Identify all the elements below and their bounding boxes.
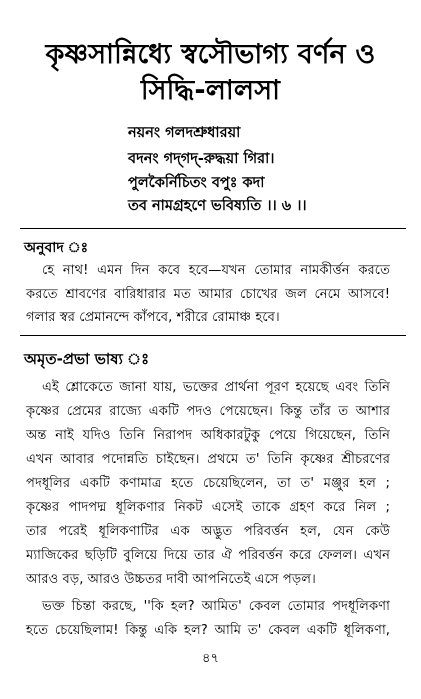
translation-line: হে নাথ! এমন দিন কবে হবে—যখন তোমার নামকীর্ত্তন করতে <box>42 263 390 278</box>
commentary-line: এখন আবার পদোন্নতি চাইছেন। প্রথমে ত' তিনি কৃষ্ণের শ্রীচরণের <box>26 452 390 467</box>
commentary-line: ভক্ত চিন্তা করছে, ''কি হল? আমিত' কেবল তোমার পদধূলিকণা <box>42 599 390 614</box>
verse-line: পুলকৈর্নিচিতং বপুঃ কদা <box>128 175 265 191</box>
section-divider <box>20 335 406 336</box>
commentary-line: অন্ত নাই যদিও তিনি নিরাপদ অধিকারটুকু পেয়ে গিয়েছেন, তিনি <box>26 428 390 443</box>
verse-line: তব নামগ্রহণে ভবিষ্যতি ।। ৬ ।। <box>128 198 307 214</box>
commentary-line: কৃষ্ণের পাদপদ্ম ধূলিকণার নিকট এসেই তাকে গ্রহণ করে নিল ; <box>26 500 390 515</box>
verse-line: বদনং গদ্‌গদ্‌-রুদ্ধয়া গিরা। <box>128 151 275 167</box>
commentary-line: এই শ্লোকেতে জানা যায়, ভক্তের প্রার্থনা পূরণ হয়েছে এবং তিনি <box>42 380 390 395</box>
commentary-line: আরও বড়, আরও উচ্চতর দাবী আপনিতেই এসে পড়ল। <box>26 572 316 587</box>
page-number: ৪৭ <box>202 651 219 666</box>
chapter-title-line-1: কৃষ্ণসান্নিধ্যে স্বসৌভাগ্য বর্ণন ও <box>45 39 376 70</box>
commentary-line: ম্যাজিকের ছড়িটি বুলিয়ে দিয়ে তার ঐ পরিবর্ত্তন করে ফেলল। এখন <box>26 548 390 563</box>
translation-line: গলার স্বর প্রেমানন্দে কাঁপবে, শরীরে রোমাঞ্চ হবে। <box>26 310 280 325</box>
commentary-line: কৃষ্ণের প্রেমের রাজ্যে একটি পদও পেয়েছেন। কিন্তু তাঁর ত আশার <box>26 404 390 419</box>
commentary-line: হতে চেয়েছিলাম! কিন্তু একি হল? আমি ত' কেবল একটি ধূলিকণা, <box>26 623 390 638</box>
verse-line: নয়নং গলদশ্রুধারয়া <box>128 125 241 141</box>
commentary-heading: অমৃত-প্রভা ভাষ্য ঃ <box>24 350 150 368</box>
chapter-title-line-2: সিদ্ধি-লালসা <box>140 75 281 106</box>
commentary-line: পদধূলির একটি কণামাত্র হতে চেয়েছিলেন, তা ত' মঞ্জুর হল ; <box>26 476 390 491</box>
section-divider <box>20 228 406 229</box>
translation-line: করতে শ্রাবণের বারিধারার মত আমার চোখের জল নেমে আসবে! <box>26 287 390 302</box>
translation-heading: অনুবাদ ঃ <box>24 240 89 256</box>
commentary-line: তার পরেই ধূলিকণাটির এক অদ্ভুত পরিবর্ত্তন হল, যেন কেউ <box>26 524 390 539</box>
